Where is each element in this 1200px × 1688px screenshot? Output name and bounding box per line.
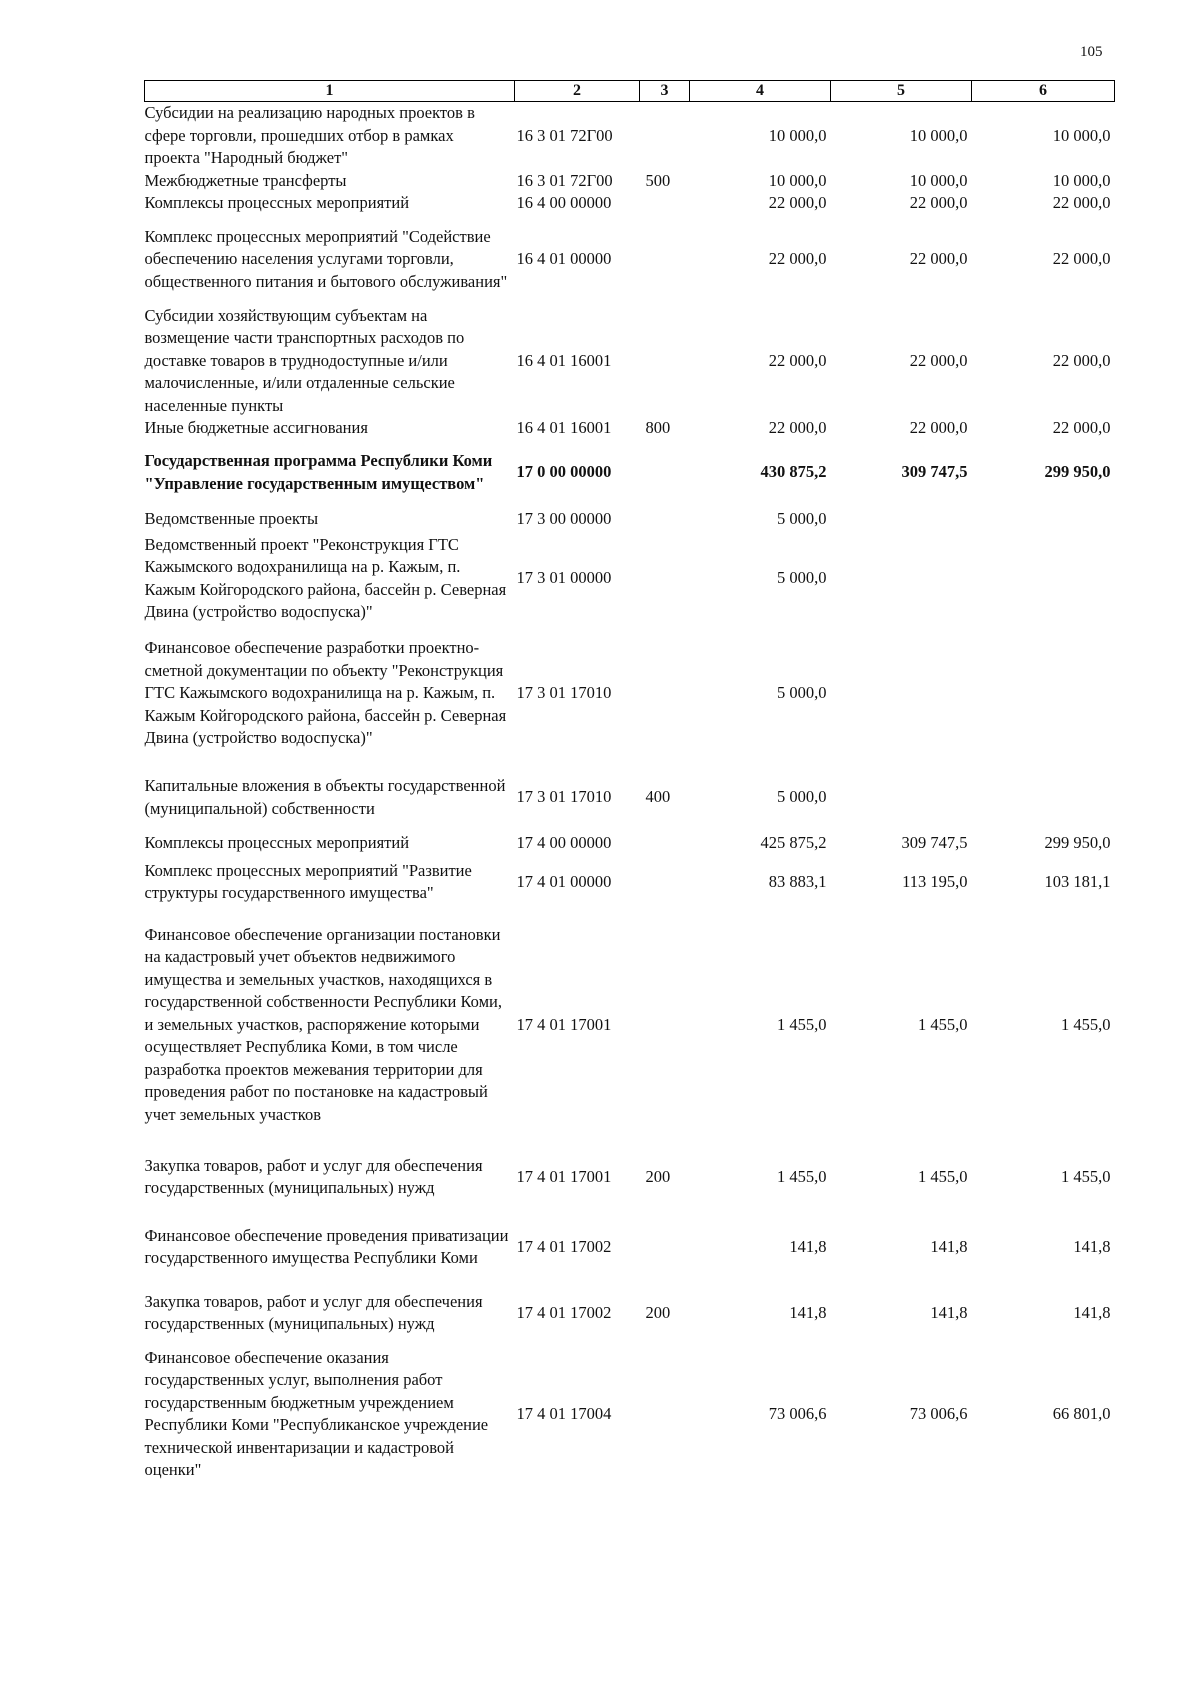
row-amount-year2-cell — [831, 534, 972, 624]
row-code-cell: 16 4 01 00000 — [516, 249, 612, 269]
row-amount-year3-cell: 141,8 — [1073, 1236, 1111, 1256]
row-amount-year1-cell: 22 000,0 — [768, 249, 827, 269]
row-amount-year1-cell: 10 000,0 — [768, 170, 827, 190]
header-col-1: 1 — [145, 81, 515, 102]
row-amount-year3-cell: 10 000,0 — [1052, 125, 1111, 145]
row-amount-year2-cell: 141,8 — [930, 1236, 968, 1256]
row-code-cell: 17 4 01 17001 — [516, 1014, 612, 1034]
row-amount-year2-cell: 309 747,5 — [901, 462, 968, 482]
row-code-cell: 17 4 00 00000 — [516, 832, 612, 852]
row-name-cell: Капитальные вложения в объекты государственной (муниципальной) собственности — [144, 776, 506, 818]
row-name-cell: Закупка товаров, работ и услуг для обеспечения государственных (муниципальных) нужд — [144, 1155, 483, 1197]
row-amount-year2-cell: 73 006,6 — [909, 1403, 968, 1423]
row-amount-year3-cell: 299 950,0 — [1044, 462, 1111, 482]
row-code-cell: 16 3 01 72Г00 — [516, 125, 613, 145]
row-amount-year1-cell: 83 883,1 — [768, 871, 827, 891]
row-amount-year2-cell: 22 000,0 — [909, 193, 968, 212]
row-expense-type-cell — [640, 1214, 690, 1280]
row-name-cell: Ведомственный проект "Реконструкция ГТС Кажымского водохранилища на р. Кажым, п. Кажым Койгородского района, бассейн р. Северная Двина (устройство водоспуска)" — [144, 534, 507, 621]
row-code-cell: 17 4 01 17002 — [516, 1236, 612, 1256]
table-row — [145, 1140, 1115, 1214]
row-amount-year3-cell: 22 000,0 — [1052, 350, 1111, 370]
row-expense-type-cell — [640, 854, 690, 910]
row-expense-type-cell — [640, 534, 690, 624]
page-number: 105 — [1080, 44, 1103, 60]
row-code-cell: 17 4 01 00000 — [516, 871, 612, 891]
row-name-cell: Комплекс процессных мероприятий "Развитие структуры государственного имущества" — [144, 860, 472, 902]
header-col-4: 4 — [690, 81, 831, 102]
row-code-cell: 17 3 00 00000 — [516, 509, 612, 529]
table-row — [145, 506, 1115, 534]
row-name-cell: Ведомственные проекты — [144, 509, 319, 529]
table-row — [145, 170, 1115, 193]
row-amount-year2-cell: 22 000,0 — [909, 249, 968, 269]
row-name-cell: Финансовое обеспечение организации постановки на кадастровый учет объектов недвижимого имущества и земельных участков, находящихся в государственной собственности Республики Коми, и земельных участков, распоряжение которыми осуществляет Республика Коми, в том числе разработка проектов межевания территории для проведения работ по постановке на кадастровый учет земельных участков — [144, 924, 502, 1124]
row-expense-type-cell — [640, 440, 690, 506]
row-code-cell: 17 0 00 00000 — [516, 462, 612, 482]
row-amount-year3-cell: 66 801,0 — [1052, 1403, 1111, 1423]
row-expense-type-cell — [640, 305, 690, 418]
row-name-cell: Комплексы процессных мероприятий — [144, 193, 410, 212]
table-body — [145, 102, 1115, 1483]
table-row — [145, 832, 1115, 855]
row-amount-year2-cell: 141,8 — [930, 1302, 968, 1322]
header-col-2: 2 — [515, 81, 640, 102]
row-amount-year2-cell: 1 455,0 — [918, 1014, 968, 1034]
row-amount-year3-cell: 103 181,1 — [1044, 871, 1111, 891]
row-expense-type-cell: 400 — [645, 787, 671, 807]
row-amount-year1-cell: 425 875,2 — [760, 832, 827, 852]
row-expense-type-cell: 500 — [645, 170, 671, 190]
row-name-cell: Комплексы процессных мероприятий — [144, 832, 410, 852]
row-expense-type-cell: 200 — [645, 1302, 671, 1322]
row-amount-year2-cell: 113 195,0 — [902, 871, 968, 891]
row-code-cell: 17 3 01 17010 — [516, 787, 612, 807]
table-row — [145, 192, 1115, 215]
row-name-cell: Финансовое обеспечение проведения приватизации государственного имущества Республики Коми — [144, 1225, 509, 1267]
table-row — [145, 417, 1115, 440]
row-amount-year3-cell — [972, 624, 1115, 764]
table-row — [145, 534, 1115, 624]
row-expense-type-cell — [640, 624, 690, 764]
row-amount-year1-cell: 5 000,0 — [777, 509, 827, 529]
row-amount-year3-cell — [972, 506, 1115, 534]
row-code-cell: 17 3 01 00000 — [516, 568, 612, 588]
row-code-cell: 16 4 00 00000 — [516, 193, 612, 212]
row-amount-year3-cell: 22 000,0 — [1052, 193, 1111, 212]
row-amount-year1-cell: 141,8 — [789, 1236, 827, 1256]
row-amount-year1-cell: 141,8 — [789, 1302, 827, 1322]
header-row — [145, 81, 1115, 102]
row-amount-year1-cell: 73 006,6 — [768, 1403, 827, 1423]
table-row — [145, 440, 1115, 506]
row-code-cell: 17 4 01 17004 — [516, 1403, 612, 1423]
row-name-cell: Иные бюджетные ассигнования — [144, 418, 368, 437]
table-row — [145, 215, 1115, 305]
budget-table — [144, 80, 1115, 1482]
header-col-5: 5 — [831, 81, 972, 102]
row-amount-year2-cell: 10 000,0 — [909, 125, 968, 145]
row-amount-year2-cell — [831, 506, 972, 534]
row-name-cell: Закупка товаров, работ и услуг для обеспечения государственных (муниципальных) нужд — [144, 1291, 483, 1333]
row-code-cell: 16 4 01 16001 — [516, 350, 612, 370]
row-name-cell: Межбюджетные трансферты — [144, 170, 347, 190]
table-row — [145, 305, 1115, 418]
table-row — [145, 910, 1115, 1140]
row-amount-year1-cell: 1 455,0 — [777, 1014, 827, 1034]
row-amount-year1-cell: 430 875,2 — [760, 462, 827, 482]
row-code-cell: 17 3 01 17010 — [516, 683, 612, 703]
row-amount-year3-cell: 10 000,0 — [1052, 170, 1111, 190]
row-code-cell: 16 3 01 72Г00 — [516, 170, 613, 190]
table-row — [145, 1214, 1115, 1280]
row-expense-type-cell — [640, 1346, 690, 1482]
row-name-cell: Финансовое обеспечение оказания государственных услуг, выполнения работ государственным бюджетным учреждением Республики Коми "Республиканское учреждение технической инвентаризации и кадастровой оценки" — [144, 1347, 489, 1479]
row-amount-year1-cell: 5 000,0 — [777, 568, 827, 588]
row-name-cell: Субсидии на реализацию народных проектов в сфере торговли, прошедших отбор в рамках проекта "Народный бюджет" — [144, 103, 475, 167]
row-amount-year1-cell: 22 000,0 — [768, 350, 827, 370]
row-name-cell: Государственная программа Республики Коми "Управление государственным имуществом" — [144, 451, 493, 493]
row-amount-year3-cell: 1 455,0 — [1061, 1166, 1111, 1186]
row-amount-year2-cell: 22 000,0 — [909, 418, 968, 437]
table-header — [145, 81, 1115, 102]
row-amount-year1-cell: 5 000,0 — [777, 683, 827, 703]
row-expense-type-cell — [640, 192, 690, 215]
row-expense-type-cell — [640, 832, 690, 855]
row-amount-year3-cell: 299 950,0 — [1044, 832, 1111, 852]
table-row — [145, 854, 1115, 910]
table-row — [145, 764, 1115, 832]
row-expense-type-cell — [640, 910, 690, 1140]
row-amount-year2-cell: 309 747,5 — [901, 832, 968, 852]
row-amount-year1-cell: 22 000,0 — [768, 193, 827, 212]
row-amount-year2-cell: 10 000,0 — [909, 170, 968, 190]
row-code-cell: 17 4 01 17002 — [516, 1302, 612, 1322]
row-name-cell: Субсидии хозяйствующим субъектам на возмещение части транспортных расходов по доставке товаров в труднодоступные и/или малочисленные, и/или отдаленные сельские населенные пункты — [144, 305, 465, 415]
row-amount-year2-cell: 1 455,0 — [918, 1166, 968, 1186]
row-amount-year2-cell — [831, 624, 972, 764]
row-name-cell: Комплекс процессных мероприятий "Содействие обеспечению населения услугами торговли, общественного питания и бытового обслуживания" — [144, 226, 508, 291]
row-expense-type-cell — [640, 215, 690, 305]
header-col-6: 6 — [972, 81, 1115, 102]
row-expense-type-cell: 200 — [645, 1166, 671, 1186]
row-amount-year1-cell: 10 000,0 — [768, 125, 827, 145]
row-amount-year1-cell: 5 000,0 — [777, 787, 827, 807]
row-amount-year1-cell: 22 000,0 — [768, 418, 827, 437]
table-row — [145, 102, 1115, 170]
header-col-3: 3 — [640, 81, 690, 102]
row-code-cell: 16 4 01 16001 — [516, 418, 612, 437]
row-code-cell: 17 4 01 17001 — [516, 1166, 612, 1186]
table-row — [145, 1346, 1115, 1482]
row-expense-type-cell — [640, 102, 690, 170]
row-amount-year3-cell: 22 000,0 — [1052, 249, 1111, 269]
row-amount-year3-cell — [972, 764, 1115, 832]
row-name-cell: Финансовое обеспечение разработки проектно-сметной документации по объекту "Реконструкция ГТС Кажымского водохранилища на р. Кажым, п. Кажым Койгородского района, бассейн р. Северная Двина (устройство водоспуска)" — [144, 638, 507, 748]
table-row — [145, 624, 1115, 764]
row-amount-year3-cell: 141,8 — [1073, 1302, 1111, 1322]
row-expense-type-cell: 800 — [645, 418, 671, 437]
table-row — [145, 1280, 1115, 1346]
row-amount-year3-cell: 1 455,0 — [1061, 1014, 1111, 1034]
row-amount-year1-cell: 1 455,0 — [777, 1166, 827, 1186]
row-amount-year3-cell: 22 000,0 — [1052, 418, 1111, 437]
row-expense-type-cell — [640, 506, 690, 534]
row-amount-year3-cell — [972, 534, 1115, 624]
row-amount-year2-cell: 22 000,0 — [909, 350, 968, 370]
row-amount-year2-cell — [831, 764, 972, 832]
